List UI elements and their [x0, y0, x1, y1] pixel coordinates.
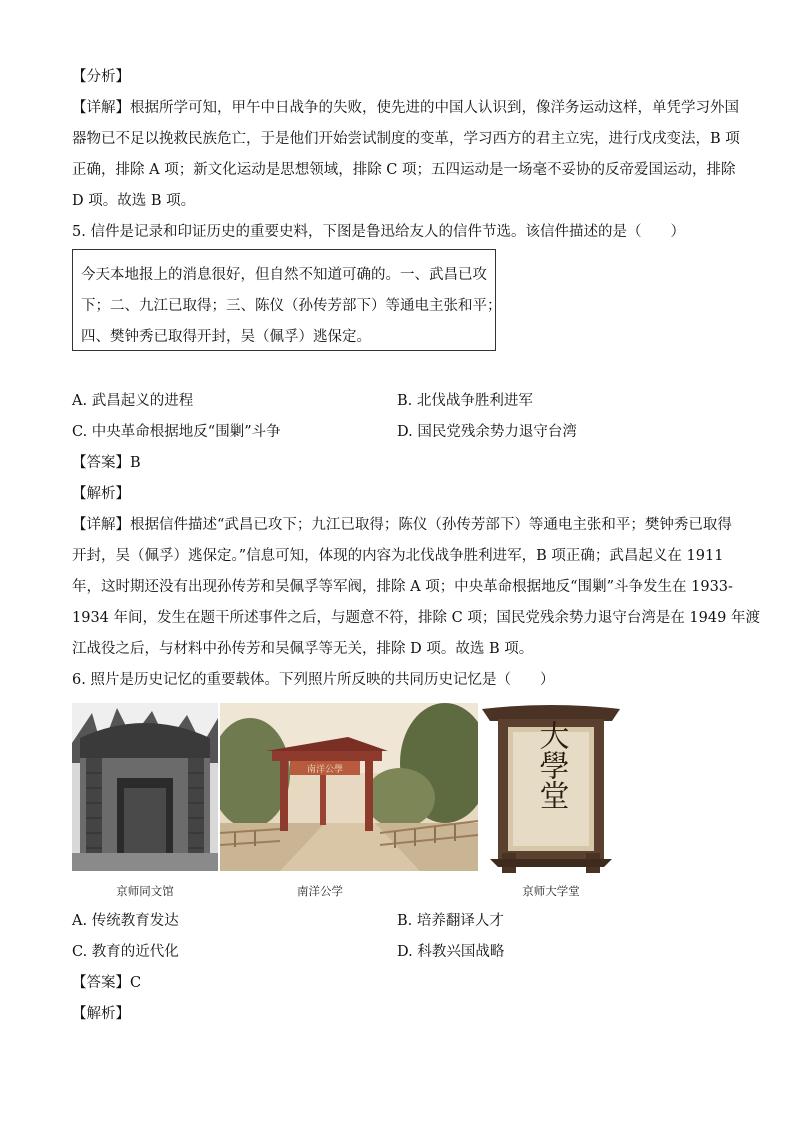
quote-line: 四、樊钟秀已取得开封，吴（佩孚）逃保定。 — [81, 329, 371, 345]
q5-detail-line: 开封，吴（佩孚）逃保定。”信息可知，体现的内容为北伐战争胜利进军，B 项正确；武昌起义在 1911 — [72, 548, 724, 564]
q4-detail-line: 【详解】根据所学可知，甲午中日战争的失败，使先进的中国人认识到，像洋务运动这样，单凭学习外国 — [72, 100, 739, 116]
photo-nanyang-gongxue — [220, 703, 478, 871]
q5-detail-line: 1934 年间，发生在题干所述事件之后，与题意不符，排除 C 项；国民党残余势力退守台湾是在 1949 年渡 — [72, 610, 760, 626]
q4-detail-line: 正确，排除 A 项；新文化运动是思想领域，排除 C 项；五四运动是一场毫不妥协的反帝爱国运动，排除 — [72, 162, 736, 178]
photo-caption: 京师大学堂 — [522, 884, 580, 898]
plaque-text: 南洋公學 — [306, 765, 344, 775]
quote-line: 下；二、九江已取得；三、陈仪（孙传芳部下）等通电主张和平； — [81, 298, 502, 314]
q5-stem: 5. 信件是记录和印证历史的重要史料，下图是鲁迅给友人的信件节选。该信件描述的是（ ） — [72, 224, 685, 240]
q6-analysis-label: 【解析】 — [72, 1006, 130, 1022]
q6-option-a: A. 传统教育发达 — [72, 913, 179, 929]
photo-jingshi-daxuetang — [480, 703, 622, 875]
plaque-text: 大學堂 — [533, 720, 569, 810]
q6-answer: 【答案】C — [72, 975, 142, 991]
photo-tongwenguan — [72, 703, 218, 871]
photo-caption: 南洋公学 — [297, 884, 343, 898]
q5-option-c: C. 中央革命根据地反“围剿”斗争 — [72, 424, 281, 440]
q5-option-a: A. 武昌起义的进程 — [72, 393, 194, 409]
section-heading-analysis: 【分析】 — [72, 69, 130, 85]
q5-option-b: B. 北伐战争胜利进军 — [397, 393, 533, 409]
q6-stem: 6. 照片是历史记忆的重要载体。下列照片所反映的共同历史记忆是（ ） — [72, 672, 555, 688]
q4-detail-line: D 项。故选 B 项。 — [72, 193, 196, 209]
q6-option-c: C. 教育的近代化 — [72, 944, 179, 960]
q5-option-d: D. 国民党残余势力退守台湾 — [397, 424, 577, 440]
photo-caption: 京师同文馆 — [116, 884, 174, 898]
q5-detail-line: 【详解】根据信件描述“武昌已攻下；九江已取得；陈仪（孙传芳部下）等通电主张和平；樊钟秀已取得 — [72, 517, 732, 533]
q5-detail-line: 江战役之后，与材料中孙传芳和吴佩孚等无关，排除 D 项。故选 B 项。 — [72, 641, 534, 657]
q5-detail-line: 年，这时期还没有出现孙传芳和吴佩孚等军阀，排除 A 项；中央革命根据地反“围剿”斗争发生在 1933- — [72, 579, 733, 595]
q6-option-d: D. 科教兴国战略 — [397, 944, 505, 960]
q6-option-b: B. 培养翻译人才 — [397, 913, 504, 929]
q5-letter-quote-box — [72, 249, 502, 351]
q5-answer: 【答案】B — [72, 455, 141, 471]
q5-analysis-label: 【解析】 — [72, 486, 130, 502]
quote-line: 今天本地报上的消息很好，但自然不知道可确的。一、武昌已攻 — [81, 267, 487, 283]
q4-detail-line: 器物已不足以挽救民族危亡，于是他们开始尝试制度的变革，学习西方的君主立宪，进行戊戌变法，B 项 — [72, 131, 740, 147]
